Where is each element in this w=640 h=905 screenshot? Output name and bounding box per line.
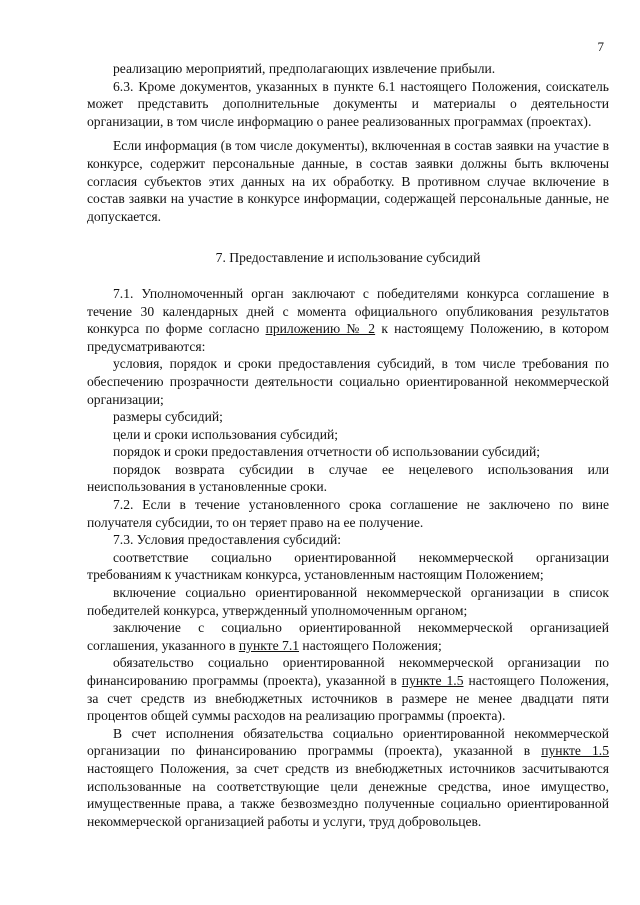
- list-item: размеры субсидий;: [113, 409, 223, 425]
- list-item: цели и сроки использования субсидий;: [113, 426, 339, 442]
- condition-text-end: настоящего Положения;: [299, 637, 442, 653]
- link-point-1-5[interactable]: пункте 1.5: [541, 743, 609, 759]
- condition-item: [87, 654, 609, 724]
- paragraph-7-1: [87, 285, 609, 355]
- list-item: порядок возврата субсидии в случае ее нецелевого использования или неиспользования в установленные сроки.: [87, 461, 609, 495]
- paragraph-7-3: 7.3. Условия предоставления субсидий:: [113, 532, 342, 548]
- paragraph-7-2: 7.2. Если в течение установленного срока соглашение не заключено по вине получателя субсидии, то он теряет право на ее получение.: [87, 497, 609, 530]
- condition-item: [87, 619, 609, 654]
- condition-text-end: настоящего Положения, за счет средств из внебюджетных источников засчитываются использованные на соответствующие цели денежные средства, иное имущество, имущественные права, а также безвозмездно полученные социально ориентированной некоммерческой организацией работы и услуги, труд добровольцев.: [87, 760, 609, 829]
- condition-text: заключение с социально ориентированной некоммерческой организацией соглашения, указанного в: [87, 620, 609, 653]
- condition-text-end: настоящего Положения, за счет средств из внебюджетных источников в размере не менее двадцати пяти процентов общей суммы расходов на реализацию программы (проекта).: [87, 673, 609, 724]
- condition-item: включение социально ориентированной некоммерческой организации в список победителей конкурса, утвержденный уполномоченным органом;: [87, 585, 609, 618]
- link-point-7-1[interactable]: пункте 7.1: [238, 637, 300, 653]
- paragraph-7-1-text-end: к настоящему Положению, в котором предусматриваются:: [87, 321, 609, 354]
- list-item: порядок и сроки предоставления отчетности об использовании субсидий;: [113, 444, 541, 460]
- paragraph-personal-data: Если информация (в том числе документы), включенная в состав заявки на участие в конкурсе, содержит персональные данные, в состав заявки должны быть включены согласия субъектов этих данных на их обработку. В противном случае включение в состав заявки на участие в конкурсе информации, содержащей персональные данные, не допускается.: [87, 138, 609, 224]
- paragraph-6-3: 6.3. Кроме документов, указанных в пункте 6.1 настоящего Положения, соискатель может представить дополнительные документы и материалы о деятельности организации, в том числе информацию о ранее реализованных программах (проектах).: [87, 78, 609, 129]
- page-number: 7: [597, 39, 604, 54]
- paragraph-continuation: реализацию мероприятий, предполагающих извлечение прибыли.: [113, 61, 496, 76]
- link-appendix-2[interactable]: приложению № 2: [265, 321, 376, 337]
- list-item: условия, порядок и сроки предоставления субсидий, в том числе требования по обеспечению прозрачности деятельности социально ориентированной некоммерческой организации;: [87, 356, 609, 407]
- document-body: [87, 60, 609, 830]
- condition-text: В счет исполнения обязательства социально ориентированной некоммерческой организации по финансированию программы (проекта), указанной в: [87, 725, 609, 759]
- section-heading: 7. Предоставление и использование субсидий: [215, 250, 481, 266]
- paragraph-7-1-text: 7.1. Уполномоченный орган заключают с победителями конкурса соглашение в течение 30 календарных дней с момента официального опубликования результатов конкурса по форме согласно: [87, 285, 609, 337]
- condition-item: соответствие социально ориентированной некоммерческой организации требованиям к участникам конкурса, установленным настоящим Положением;: [87, 549, 609, 583]
- condition-text: обязательство социально ориентированной некоммерческой организации по финансированию программы (проекта), указанной в: [87, 655, 609, 688]
- condition-item: [87, 725, 609, 831]
- link-point-1-5[interactable]: пункте 1.5: [401, 673, 464, 688]
